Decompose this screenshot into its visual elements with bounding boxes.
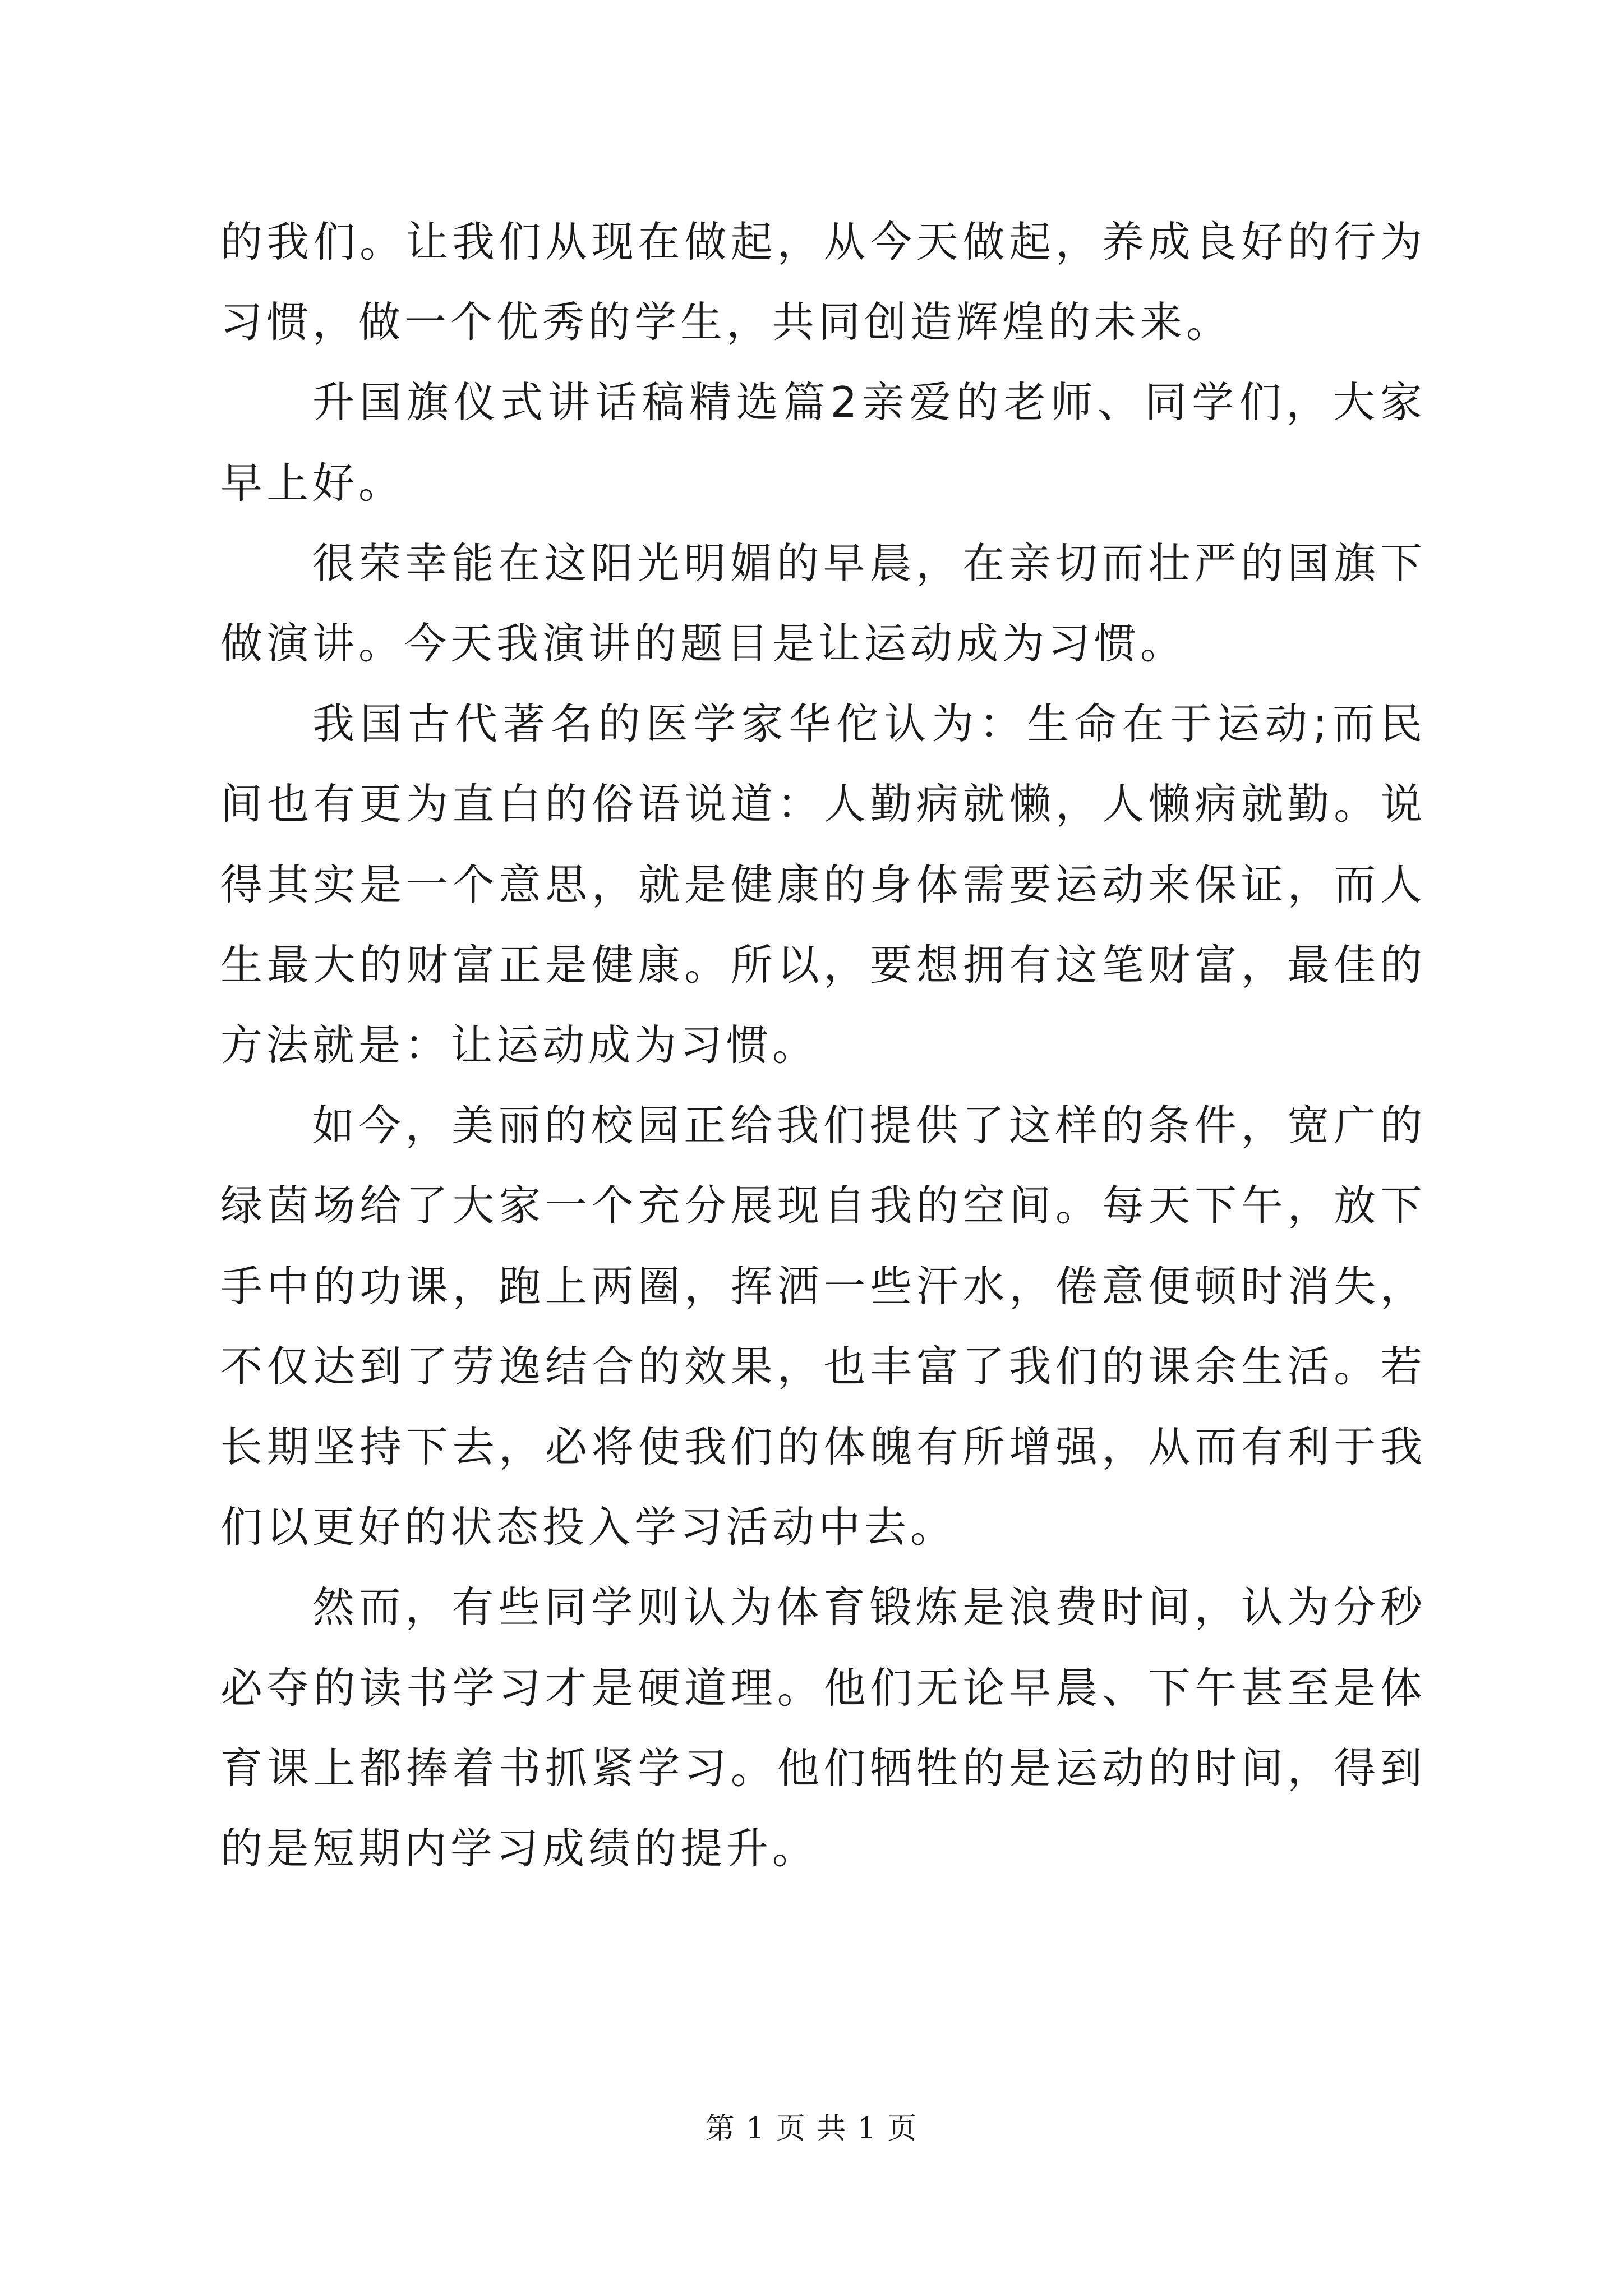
document-body [220,202,1426,1889]
paragraph-opening: 很荣幸能在这阳光明媚的早晨，在亲切而壮严的国旗下做演讲。今天我演讲的题目是让运动成为习惯。 [220,538,1426,669]
page-footer: 第 1 页 共 1 页 [705,2112,918,2146]
paragraph-continuation: 的我们。让我们从现在做起，从今天做起，养成良好的行为习惯，做一个优秀的学生，共同创造辉煌的未来。 [220,217,1426,347]
paragraph-hua-tuo: 我国古代著名的医学家华佗认为：生命在于运动;而民间也有更为直白的俗语说道：人勤病就懒，人懒病就勤。说得其实是一个意思，就是健康的身体需要运动来保证，而人生最大的财富正是健康。所以，要想拥有这笔财富，最佳的方法就是：让运动成为习惯。 [220,699,1426,1070]
paragraph-campus: 如今，美丽的校园正给我们提供了这样的条件，宽广的绿茵场给了大家一个充分展现自我的空间。每天下午，放下手中的功课，跑上两圈，挥洒一些汗水，倦意便顿时消失，不仅达到了劳逸结合的效果，也丰富了我们的课余生活。若长期坚持下去，必将使我们的体魄有所增强，从而有利于我们以更好的状态投入学习活动中去。 [220,1101,1426,1552]
paragraph-speech-title: 升国旗仪式讲话稿精选篇2亲爱的老师、同学们，大家早上好。 [220,378,1426,508]
paragraph-however: 然而，有些同学则认为体育锻炼是浪费时间，认为分秒必夺的读书学习才是硬道理。他们无论早晨、下午甚至是体育课上都捧着书抓紧学习。他们牺牲的是运动的时间，得到的是短期内学习成绩的提升。 [220,1582,1426,1874]
